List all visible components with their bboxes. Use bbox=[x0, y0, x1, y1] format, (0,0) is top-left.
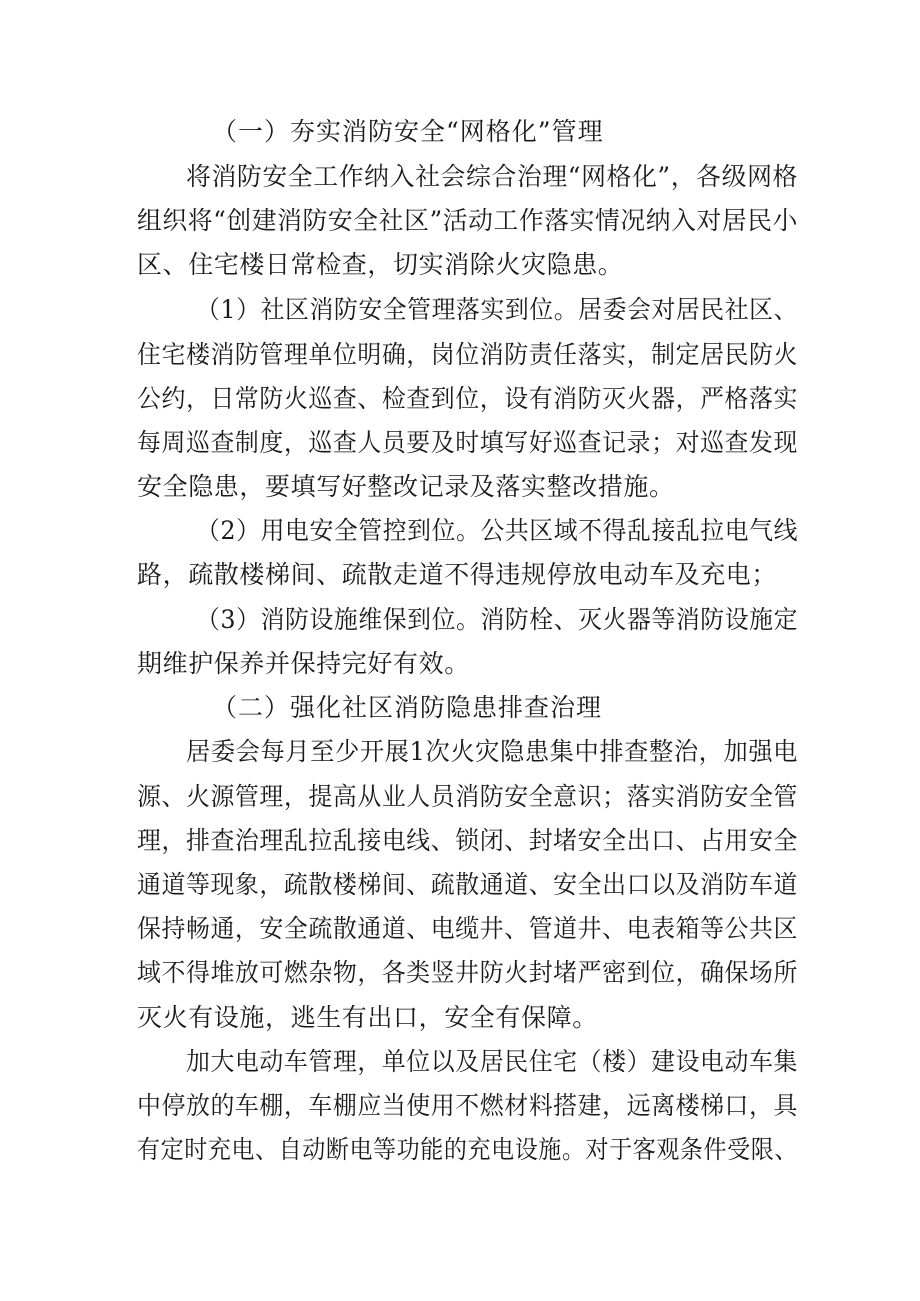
item-1-line-5: 安全隐患，要填写好整改记录及落实整改措施。 bbox=[137, 472, 675, 501]
paragraph-1-line-1: 将消防安全工作纳入社会综合治理“网格化”，各级网格 bbox=[186, 162, 799, 191]
paragraph-2-line-4: 通道等现象，疏散楼梯间、疏散通道、安全出口以及消防车道 bbox=[137, 870, 798, 899]
paragraph-2-line-5: 保持畅通，安全疏散通道、电缆井、管道井、电表箱等公共区 bbox=[137, 914, 798, 943]
paragraph-3-line-3: 有定时充电、自动断电等功能的充电设施。对于客观条件受限、 bbox=[137, 1135, 798, 1164]
item-3-line-1: （3）消防设施维保到位。消防栓、灭火器等消防设施定 bbox=[196, 605, 799, 634]
paragraph-1-line-3: 区、住宅楼日常检查，切实消除火灾隐患。 bbox=[137, 250, 624, 279]
paragraph-3-line-1: 加大电动车管理，单位以及居民住宅（楼）建设电动车集 bbox=[186, 1047, 798, 1076]
section-heading-1: （一）夯实消防安全“网格化”管理 bbox=[212, 117, 604, 146]
item-3-line-2: 期维护保养并保持完好有效。 bbox=[137, 649, 470, 678]
item-1-line-2: 住宅楼消防管理单位明确，岗位消防责任落实，制定居民防火 bbox=[137, 340, 798, 369]
paragraph-2-line-1: 居委会每月至少开展1次火灾隐患集中排查整治，加强电 bbox=[186, 737, 798, 766]
paragraph-2-line-7: 灭火有设施，逃生有出口，安全有保障。 bbox=[137, 1003, 598, 1032]
paragraph-1-line-2: 组织将“创建消防安全社区”活动工作落实情况纳入对居民小 bbox=[137, 206, 799, 235]
paragraph-2-line-2: 源、火源管理，提高从业人员消防安全意识；落实消防安全管 bbox=[137, 782, 798, 811]
item-1-line-3: 公约，日常防火巡查、检查到位，设有消防灭火器，严格落实 bbox=[137, 384, 798, 413]
item-2-line-2: 路，疏散楼梯间、疏散走道不得违规停放电动车及充电； bbox=[137, 560, 778, 589]
paragraph-2-line-6: 域不得堆放可燃杂物，各类竖井防火封堵严密到位，确保场所 bbox=[137, 958, 798, 987]
item-2-line-1: （2）用电安全管控到位。公共区域不得乱接乱拉电气线 bbox=[196, 516, 799, 545]
item-1-line-1: （1）社区消防安全管理落实到位。居委会对居民社区、 bbox=[196, 295, 799, 324]
item-1-line-4: 每周巡查制度，巡查人员要及时填写好巡查记录；对巡查发现 bbox=[137, 428, 798, 457]
section-heading-2: （二）强化社区消防隐患排查治理 bbox=[212, 693, 603, 722]
paragraph-3-line-2: 中停放的车棚，车棚应当使用不燃材料搭建，远离楼梯口，具 bbox=[137, 1091, 798, 1120]
paragraph-2-line-3: 理，排查治理乱拉乱接电线、锁闭、封堵安全出口、占用安全 bbox=[137, 826, 798, 855]
